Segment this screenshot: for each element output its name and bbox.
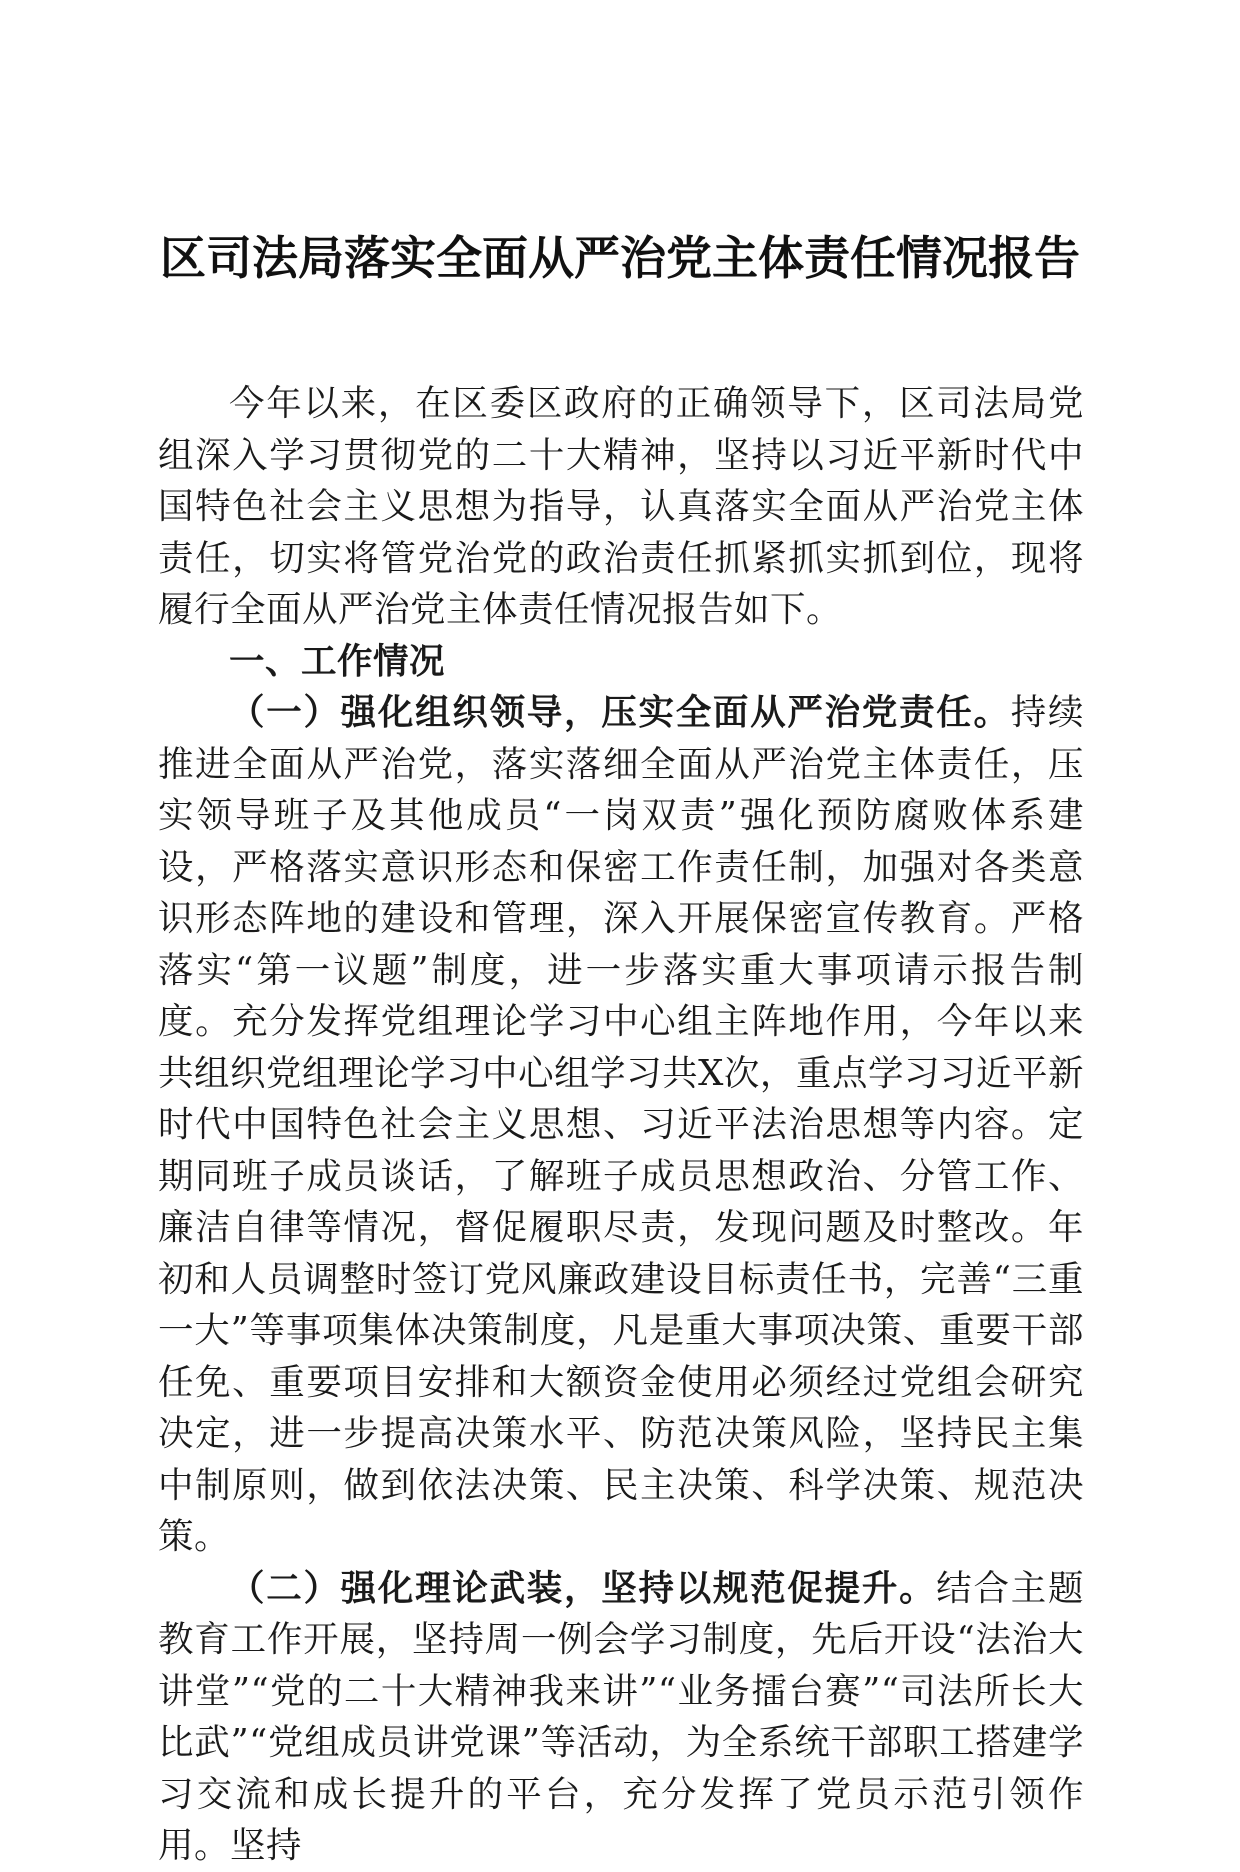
- item-two-text: 结合主题教育工作开展，坚持周一例会学习制度，先后开设“法治大讲堂”“党的二十大精神我来讲”“业务擂台赛”“司法所长大比武”“党组成员讲党课”等活动，为全系统干部职工搭建学习交流和成长提升的平台，充分发挥了党员示范引领作用。坚持: [158, 1567, 1084, 1866]
- document-title: 区司法局落实全面从严治党主体责任情况报告: [160, 231, 1080, 285]
- document-body: [158, 378, 1084, 1872]
- item-two-lead: （二）强化理论武装，坚持以规范促提升。: [229, 1567, 937, 1609]
- section-heading: 一、工作情况: [229, 640, 446, 682]
- item-one-paragraph: [158, 687, 1084, 1563]
- item-one-lead: （一）强化组织领导，压实全面从严治党责任。: [229, 692, 1011, 733]
- intro-paragraph: 今年以来，在区委区政府的正确领导下，区司法局党组深入学习贯彻党的二十大精神，坚持以习近平新时代中国特色社会主义思想为指导，认真落实全面从严治党主体责任，切实将管党治党的政治责任抓紧抓实抓到位，现将履行全面从严治党主体责任情况报告如下。: [158, 383, 1084, 630]
- item-two-paragraph: [158, 1563, 1084, 1872]
- item-one-text: 持续推进全面从严治党，落实落细全面从严治党主体责任，压实领导班子及其他成员“一岗双责”强化预防腐败体系建设，严格落实意识形态和保密工作责任制，加强对各类意识形态阵地的建设和管理，深入开展保密宣传教育。严格落实“第一议题”制度，进一步落实重大事项请示报告制度。充分发挥党组理论学习中心组主阵地作用，今年以来共组织党组理论学习中心组学习共X次，重点学习习近平新时代中国特色社会主义思想、习近平法治思想等内容。定期同班子成员谈话，了解班子成员思想政治、分管工作、廉洁自律等情况，督促履职尽责，发现问题及时整改。年初和人员调整时签订党风廉政建设目标责任书，完善“三重一大”等事项集体决策制度，凡是重大事项决策、重要干部任免、重要项目安排和大额资金使用必须经过党组会研究决定，进一步提高决策水平、防范决策风险，坚持民主集中制原则，做到依法决策、民主决策、科学决策、规范决策。: [158, 692, 1084, 1557]
